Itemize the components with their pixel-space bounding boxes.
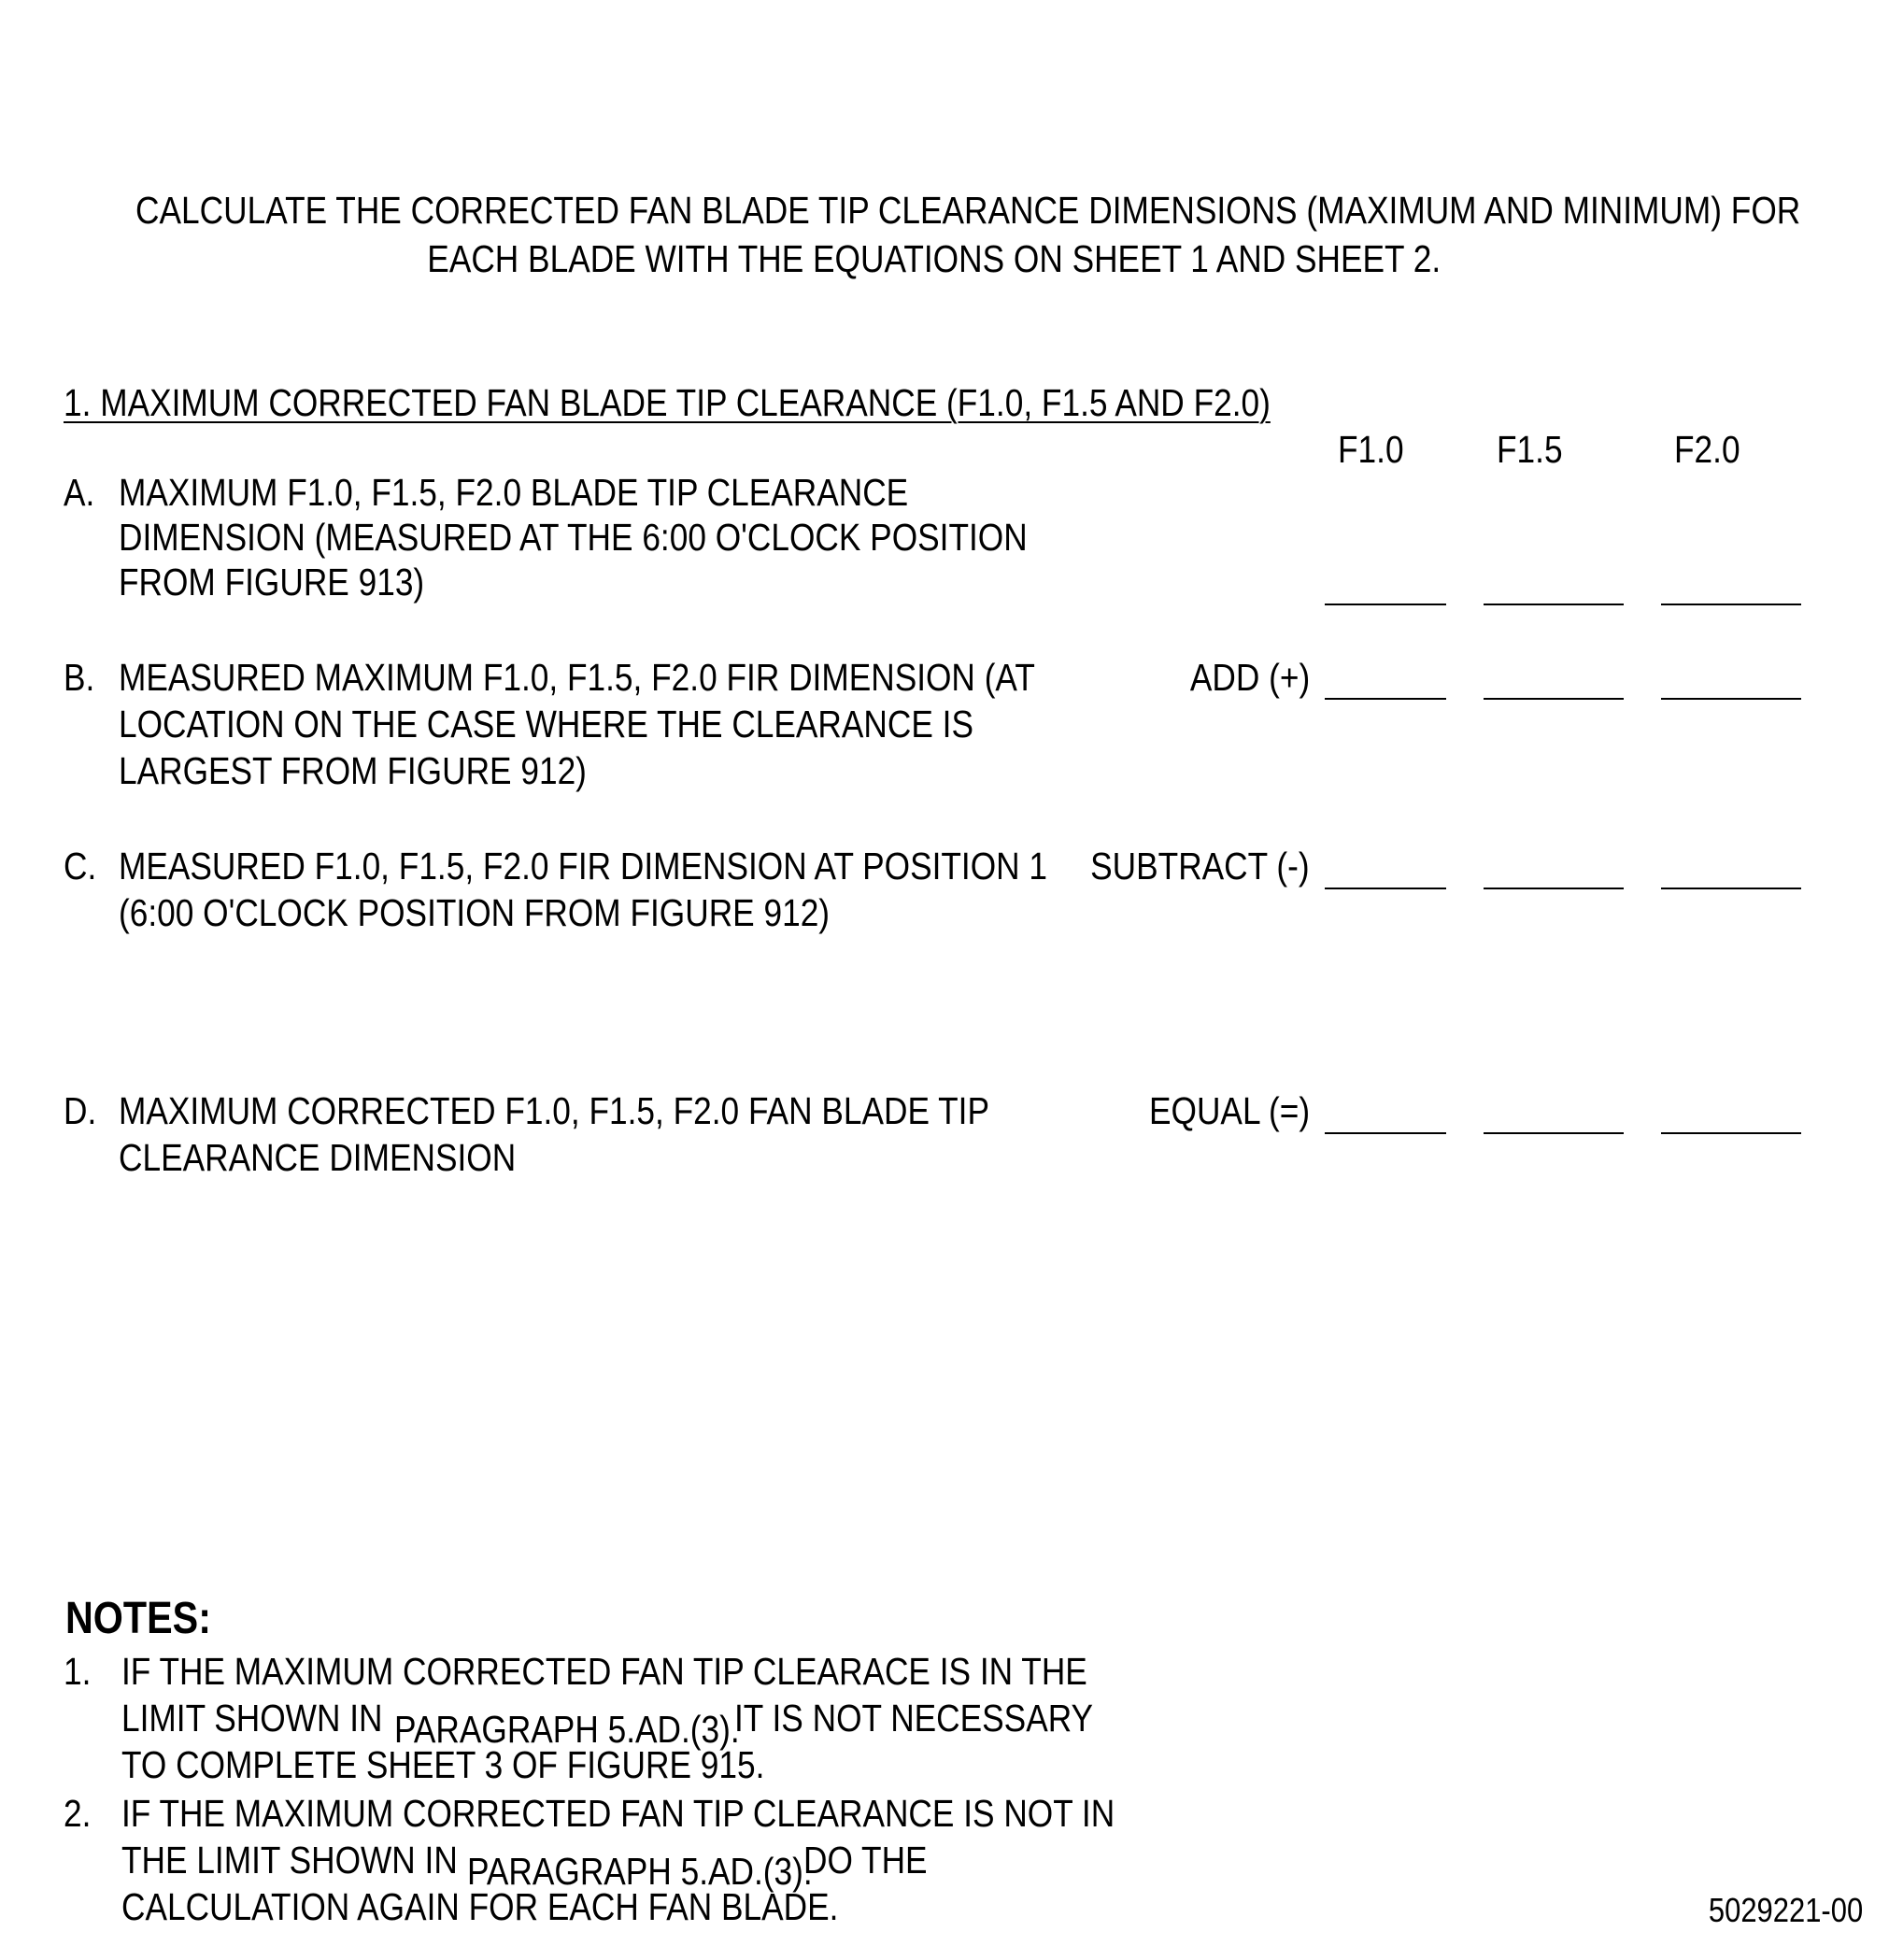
note-1-line-2-end: IT IS NOT NECESSARY (734, 1697, 1094, 1740)
column-header-f1-0: F1.0 (1338, 428, 1404, 471)
item-b-operation: ADD (+) (1189, 656, 1310, 699)
item-d-f1-0-blank[interactable] (1325, 1132, 1446, 1134)
item-c-f2-0-blank[interactable] (1661, 888, 1801, 889)
note-1-line-2-start: LIMIT SHOWN IN (121, 1697, 383, 1740)
item-c-letter: C. (64, 845, 97, 888)
item-a-f1-5-blank[interactable] (1484, 604, 1624, 605)
column-header-f2-0: F2.0 (1674, 428, 1740, 471)
item-c-operation: SUBTRACT (-) (1090, 845, 1310, 888)
note-2-line-3: CALCULATION AGAIN FOR EACH FAN BLADE. (121, 1885, 839, 1928)
item-a-letter: A. (64, 471, 95, 514)
note-1-line-3: TO COMPLETE SHEET 3 OF FIGURE 915. (121, 1743, 765, 1786)
note-1-number: 1. (64, 1650, 92, 1693)
item-a-f2-0-blank[interactable] (1661, 604, 1801, 605)
figure-number: 5029221-00 (1708, 1891, 1863, 1929)
item-d-f1-5-blank[interactable] (1484, 1132, 1624, 1134)
item-b-f1-5-blank[interactable] (1484, 698, 1624, 700)
intro-line-1: CALCULATE THE CORRECTED FAN BLADE TIP CLEARANCE DIMENSIONS (MAXIMUM AND MINIMUM) FOR (135, 189, 1801, 232)
note-2-line-1: IF THE MAXIMUM CORRECTED FAN TIP CLEARANCE IS NOT IN (121, 1792, 1115, 1835)
item-c-line-1: MEASURED F1.0, F1.5, F2.0 FIR DIMENSION AT POSITION 1 (119, 845, 1048, 888)
note-2-number: 2. (64, 1792, 92, 1835)
item-b-f2-0-blank[interactable] (1661, 698, 1801, 700)
item-b-line-2: LOCATION ON THE CASE WHERE THE CLEARANCE IS (119, 703, 973, 746)
item-b-f1-0-blank[interactable] (1325, 698, 1446, 700)
note-2-line-2-start: THE LIMIT SHOWN IN (121, 1839, 458, 1882)
item-d-f2-0-blank[interactable] (1661, 1132, 1801, 1134)
intro-line-2: EACH BLADE WITH THE EQUATIONS ON SHEET 1 AND SHEET 2. (427, 237, 1442, 280)
item-a-line-2: DIMENSION (MEASURED AT THE 6:00 O'CLOCK POSITION (119, 516, 1028, 559)
item-b-line-3: LARGEST FROM FIGURE 912) (119, 749, 587, 792)
item-d-line-2: CLEARANCE DIMENSION (119, 1136, 517, 1179)
item-a-line-3: FROM FIGURE 913) (119, 561, 425, 604)
item-d-operation: EQUAL (=) (1148, 1089, 1310, 1132)
notes-title: NOTES: (65, 1594, 211, 1643)
item-c-f1-5-blank[interactable] (1484, 888, 1624, 889)
item-b-letter: B. (64, 656, 95, 699)
item-a-f1-0-blank[interactable] (1325, 604, 1446, 605)
section-heading: 1. MAXIMUM CORRECTED FAN BLADE TIP CLEARANCE (F1.0, F1.5 AND F2.0) (64, 381, 1271, 424)
item-d-line-1: MAXIMUM CORRECTED F1.0, F1.5, F2.0 FAN BLADE TIP (119, 1089, 989, 1132)
column-header-f1-5: F1.5 (1497, 428, 1563, 471)
item-c-f1-0-blank[interactable] (1325, 888, 1446, 889)
note-1-reference[interactable]: PARAGRAPH 5.AD.(3). (394, 1708, 740, 1751)
item-b-line-1: MEASURED MAXIMUM F1.0, F1.5, F2.0 FIR DIMENSION (AT (119, 656, 1035, 699)
item-d-letter: D. (64, 1089, 97, 1132)
note-1-line-1: IF THE MAXIMUM CORRECTED FAN TIP CLEARACE IS IN THE (121, 1650, 1087, 1693)
note-2-line-2-end: DO THE (803, 1839, 928, 1882)
note-2-reference[interactable]: PARAGRAPH 5.AD.(3). (467, 1850, 813, 1893)
item-c-line-2: (6:00 O'CLOCK POSITION FROM FIGURE 912) (119, 891, 831, 934)
item-a-line-1: MAXIMUM F1.0, F1.5, F2.0 BLADE TIP CLEARANCE (119, 471, 909, 514)
